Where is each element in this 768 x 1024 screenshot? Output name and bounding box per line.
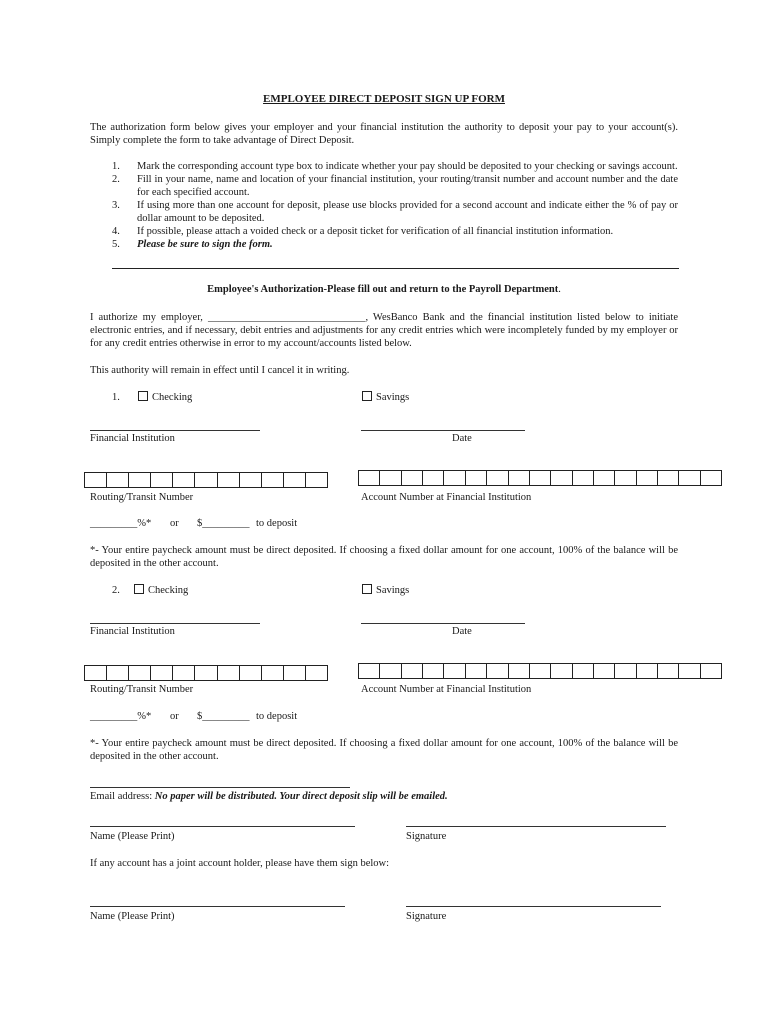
account-1-account-grid[interactable]: [358, 470, 722, 486]
account-2-institution-label: Financial Institution: [90, 626, 175, 637]
account-1-or-label: or: [170, 518, 179, 529]
authorization-paragraph: I authorize my employer, ______________________________, WesBanco Bank and the financial institution listed below to initiate electronic entries, and if necessary, debit entries and adjustments for any credit entries which were incompletely funded by my employer or for any credit entries otherwise in error to my account/accounts listed below.: [90, 312, 678, 349]
section-divider: [112, 268, 679, 269]
instruction-item: [112, 173, 678, 199]
account-2-date-line[interactable]: [361, 623, 525, 624]
account-2-savings-option[interactable]: [362, 584, 409, 597]
checkbox-icon[interactable]: [362, 391, 372, 401]
joint-holder-note: If any account has a joint account holder, please have them sign below:: [90, 858, 390, 869]
email-row: [90, 790, 448, 803]
instruction-item: [112, 160, 678, 173]
instruction-item: [112, 238, 678, 251]
account-2-or-label: or: [170, 711, 179, 722]
instruction-text: Mark the corresponding account type box to indicate whether your pay should be deposited to your checking or savings account.: [137, 161, 678, 172]
joint-name-line[interactable]: [90, 906, 345, 907]
account-1-account-label: Account Number at Financial Institution: [361, 492, 532, 503]
instruction-number: 5.: [112, 239, 120, 250]
account-1-dollar-field[interactable]: $_________: [197, 518, 250, 529]
signature-label: Signature: [406, 831, 447, 842]
effect-note: This authority will remain in effect until I cancel it in writing.: [90, 365, 350, 376]
account-2-checking-option[interactable]: [134, 584, 188, 597]
account-2-number: 2.: [112, 585, 120, 596]
account-1-date-label: Date: [452, 433, 472, 444]
checking-label: Checking: [148, 585, 189, 596]
instruction-number: 1.: [112, 161, 120, 172]
account-2-account-label: Account Number at Financial Institution: [361, 684, 532, 695]
account-2-account-grid[interactable]: [358, 663, 722, 679]
instruction-text: Please be sure to sign the form.: [137, 239, 273, 250]
checkbox-icon[interactable]: [138, 391, 148, 401]
instruction-text: If possible, please attach a voided check or a deposit ticket for verification of all financial institution information.: [137, 226, 614, 237]
instruction-item: [112, 225, 678, 238]
email-note: No paper will be distributed. Your direct deposit slip will be emailed.: [154, 791, 448, 802]
joint-name-label: Name (Please Print): [90, 911, 175, 922]
account-1-to-deposit-label: to deposit: [256, 518, 298, 529]
account-2-date-label: Date: [452, 626, 472, 637]
signature-line[interactable]: [406, 826, 666, 827]
checkbox-icon[interactable]: [134, 584, 144, 594]
email-line[interactable]: [90, 787, 350, 788]
savings-label: Savings: [376, 392, 410, 403]
account-2-institution-line[interactable]: [90, 623, 260, 624]
name-line[interactable]: [90, 826, 355, 827]
account-1-date-line[interactable]: [361, 430, 525, 431]
joint-signature-line[interactable]: [406, 906, 661, 907]
instruction-text: Fill in your name, name and location of your financial institution, your routing/transit number and account number and the date for each specified account.: [137, 174, 678, 198]
account-1-footnote: *- Your entire paycheck amount must be direct deposited. If choosing a fixed dollar amount for one account, 100% of the balance will be deposited in the other account.: [90, 545, 678, 569]
account-2-routing-label: Routing/Transit Number: [90, 684, 194, 695]
account-2-footnote: *- Your entire paycheck amount must be direct deposited. If choosing a fixed dollar amount for one account, 100% of the balance will be deposited in the other account.: [90, 738, 678, 762]
account-1-routing-grid[interactable]: [84, 472, 328, 488]
account-1-institution-label: Financial Institution: [90, 433, 175, 444]
form-title: EMPLOYEE DIRECT DEPOSIT SIGN UP FORM: [263, 93, 505, 105]
savings-label: Savings: [376, 585, 410, 596]
instruction-item: [112, 199, 678, 225]
authorization-heading: [0, 284, 768, 295]
name-label: Name (Please Print): [90, 831, 175, 842]
checking-label: Checking: [152, 392, 193, 403]
account-1-institution-line[interactable]: [90, 430, 260, 431]
account-2-percent-field[interactable]: _________%*: [90, 711, 152, 722]
checkbox-icon[interactable]: [362, 584, 372, 594]
instructions-list: [112, 160, 678, 251]
intro-paragraph: The authorization form below gives your employer and your financial institution the authority to deposit your pay to your account(s). Simply complete the form to take advantage of Direct Deposit.: [90, 122, 678, 146]
email-label: Email address:: [90, 791, 153, 802]
instruction-number: 3.: [112, 200, 120, 211]
authorization-heading-period: .: [558, 284, 561, 295]
joint-signature-label: Signature: [406, 911, 447, 922]
account-1-percent-field[interactable]: _________%*: [90, 518, 152, 529]
account-2-routing-grid[interactable]: [84, 665, 328, 681]
account-2-dollar-field[interactable]: $_________: [197, 711, 250, 722]
instruction-number: 2.: [112, 174, 120, 185]
account-1-number: 1.: [112, 392, 120, 403]
authorization-heading-text: Employee's Authorization-Please fill out and return to the Payroll Department: [207, 284, 559, 295]
account-1-savings-option[interactable]: [362, 391, 409, 404]
account-2-to-deposit-label: to deposit: [256, 711, 298, 722]
account-1-checking-option[interactable]: [138, 391, 192, 404]
instruction-text: If using more than one account for deposit, please use blocks provided for a second account and indicate either the % of pay or dollar amount to be deposited.: [137, 200, 678, 224]
instruction-number: 4.: [112, 226, 120, 237]
account-1-routing-label: Routing/Transit Number: [90, 492, 194, 503]
